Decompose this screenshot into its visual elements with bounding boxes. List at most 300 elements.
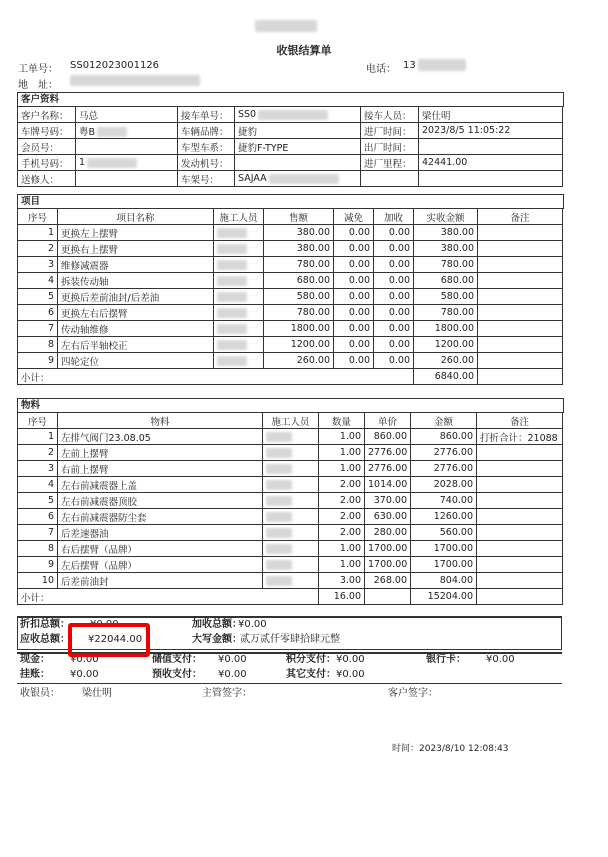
items-cell [478,289,563,305]
customer-field-label [361,107,419,123]
customer-cell-text: 捷豹F-TYPE [238,142,289,154]
redacted-value [87,158,137,168]
materials-cell: 2.00 [319,509,365,525]
customer-cell-text: 进厂时间： [364,126,412,138]
materials-cell: 后差速器油 [58,525,263,541]
bank-card-value: ¥0.00 [486,654,515,665]
customer-cell-text: 发动机号： [181,158,229,170]
customer-cell-text: 车型车系： [181,142,229,154]
customer-field-value [419,123,563,139]
cash-label: 现金： [20,654,50,665]
phone-number: 13 [403,60,416,71]
customer-cell-text: 出厂时间： [364,142,412,154]
materials-cell: 860.00 [365,429,411,445]
items-cell [214,273,264,289]
items-cell: 0.00 [334,305,374,321]
items-row [18,305,563,321]
items-column-header: 备注 [478,209,563,225]
materials-cell: 左右前减震器顶胶 [58,493,263,509]
items-row [18,353,563,369]
redacted-worker [217,308,247,318]
materials-cell [263,557,319,573]
customer-cell-text: 车架号： [181,174,220,186]
materials-column-header: 数量 [319,413,365,429]
redacted-worker [217,340,247,350]
materials-cell: 2 [18,445,58,461]
items-cell: 0.00 [334,289,374,305]
cashier-value: 梁仕明 [82,688,112,699]
materials-cell: 5 [18,493,58,509]
materials-cell: 2.00 [319,525,365,541]
print-time: 时间：2023/8/10 12:08:43 [392,744,509,754]
redacted-worker [266,496,292,506]
customer-field-label [18,139,76,155]
customer-cell-text: 进厂里程： [364,158,412,170]
uppercase-label: 大写金额： [192,634,242,645]
materials-cell [263,525,319,541]
items-cell: 380.00 [414,225,478,241]
materials-column-header: 序号 [18,413,58,429]
materials-cell: 左前上摆臂 [58,445,263,461]
items-cell: 1800.00 [264,321,334,337]
customer-cell-text: SAJAA [238,173,267,184]
customer-field-label [361,123,419,139]
items-cell: 1200.00 [264,337,334,353]
materials-header-row [18,413,563,429]
items-cell: 580.00 [264,289,334,305]
surcharge-label: 加收总额： [192,619,242,630]
items-cell: 1800.00 [414,321,478,337]
items-cell: 2 [18,241,58,257]
customer-cell-text: 接车单号： [181,110,229,122]
items-row [18,337,563,353]
materials-subtotal-label: 小计： [18,589,319,605]
materials-cell: 左右前减震器上盖 [58,477,263,493]
customer-cell-text: 1 [79,157,86,168]
materials-cell: 右前上摆臂 [58,461,263,477]
customer-cell-text: 手机号码： [21,158,69,170]
materials-cell: 后差前油封 [58,573,263,589]
materials-row [18,525,563,541]
items-cell: 780.00 [264,257,334,273]
customer-field-label [361,139,419,155]
items-cell [214,305,264,321]
materials-cell: 9 [18,557,58,573]
customer-cell-text: 2023/8/5 11:05:22 [422,125,511,136]
items-cell: 0.00 [374,241,414,257]
materials-cell: 2.00 [319,477,365,493]
materials-cell: 2.00 [319,493,365,509]
customer-cell-text: 42441.00 [422,157,468,168]
points-label: 积分支付： [286,654,336,665]
items-cell: 四轮定位 [58,353,214,369]
items-cell: 0.00 [374,321,414,337]
materials-cell: 3.00 [319,573,365,589]
materials-cell: 268.00 [365,573,411,589]
customer-cell-text: SS0 [238,109,257,120]
stored-label: 储值支付： [152,654,202,665]
items-cell: 1 [18,225,58,241]
items-cell [478,321,563,337]
items-table [17,208,563,385]
materials-cell [477,493,563,509]
materials-cell: 1.00 [319,445,365,461]
customer-field-value [76,171,178,187]
customer-cell-text: 送修人： [21,174,60,186]
items-column-header: 序号 [18,209,58,225]
items-cell [214,241,264,257]
materials-column-header: 金额 [411,413,477,429]
redacted-worker [266,512,292,522]
customer-field-label [18,107,76,123]
items-cell: 5 [18,289,58,305]
materials-cell: 左后摆臂（品牌） [58,557,263,573]
redacted-value [258,110,328,120]
customer-field-label [18,155,76,171]
materials-cell: 804.00 [411,573,477,589]
items-column-header: 实收金额 [414,209,478,225]
materials-subtotal-value: 15204.00 [411,589,477,605]
redacted-value [97,127,127,137]
materials-cell [263,477,319,493]
materials-subtotal-price [365,589,411,605]
items-column-header: 售额 [264,209,334,225]
page-title: 收银结算单 [276,44,332,57]
redacted-worker [266,576,292,586]
materials-cell: 1700.00 [365,557,411,573]
materials-cell: 左排气阀门23.08.05 [58,429,263,445]
customer-row [18,107,563,123]
items-row [18,321,563,337]
materials-section-title: 物料 [17,398,564,413]
receivable-value: ¥22044.00 [88,634,143,645]
materials-table [17,412,563,605]
items-cell: 0.00 [334,257,374,273]
materials-column-header: 物料 [58,413,263,429]
materials-column-header: 单价 [365,413,411,429]
items-cell: 1200.00 [414,337,478,353]
items-cell [478,241,563,257]
materials-cell: 6 [18,509,58,525]
redacted-worker [266,464,292,474]
materials-row [18,573,563,589]
redacted-value [269,174,339,184]
other-label: 其它支付： [286,669,336,680]
order-number: SS012023001126 [70,60,160,71]
redacted-worker [266,448,292,458]
customer-field-value [76,139,178,155]
items-row [18,241,563,257]
customer-row [18,155,563,171]
items-cell: 680.00 [414,273,478,289]
materials-cell: 630.00 [365,509,411,525]
materials-cell: 1700.00 [411,541,477,557]
uppercase-value: 贰万贰仟零肆拾肆元整 [240,634,340,645]
customer-field-label [361,155,419,171]
customer-field-value [419,107,563,123]
items-cell: 0.00 [374,257,414,273]
items-cell [478,305,563,321]
items-cell: 4 [18,273,58,289]
items-cell: 580.00 [414,289,478,305]
customer-cell-text: 接车人员： [364,110,412,122]
customer-field-value [235,123,361,139]
items-cell: 0.00 [334,337,374,353]
customer-field-value [235,107,361,123]
materials-cell: 2028.00 [411,477,477,493]
items-column-header: 减免 [334,209,374,225]
redacted-worker [266,528,292,538]
materials-column-header: 备注 [477,413,563,429]
customer-table [17,106,563,187]
materials-cell [477,573,563,589]
materials-row [18,509,563,525]
customer-field-label [361,171,419,187]
redacted-company-name [255,20,317,32]
customer-field-value [235,139,361,155]
materials-row [18,557,563,573]
surcharge-value: ¥0.00 [238,619,267,630]
items-cell: 9 [18,353,58,369]
prepaid-label: 预收支付： [152,669,202,680]
manager-signature-label: 主管签字： [202,688,252,699]
items-cell: 780.00 [264,305,334,321]
materials-cell: 打折合计：21088 [477,429,563,445]
items-cell: 0.00 [334,353,374,369]
materials-cell: 3 [18,461,58,477]
items-cell: 0.00 [334,241,374,257]
materials-cell [263,461,319,477]
items-cell [214,353,264,369]
items-cell: 维修减震器 [58,257,214,273]
materials-cell: 8 [18,541,58,557]
materials-cell [477,445,563,461]
materials-cell: 1.00 [319,429,365,445]
other-value: ¥0.00 [336,669,365,680]
items-subtotal-value: 6840.00 [414,369,478,385]
materials-cell: 2776.00 [411,445,477,461]
items-column-header: 加收 [374,209,414,225]
customer-field-value [235,171,361,187]
materials-cell: 1260.00 [411,509,477,525]
materials-cell [263,445,319,461]
customer-cell-text: 车牌号码： [21,126,69,138]
cash-value: ¥0.00 [70,654,99,665]
phone-label: 电话： [366,64,396,75]
items-subtotal-row [18,369,563,385]
items-section-title: 项目 [17,194,564,209]
materials-cell: 1 [18,429,58,445]
materials-cell: 1.00 [319,461,365,477]
materials-column-header: 施工人员 [263,413,319,429]
customer-field-label [178,139,235,155]
items-cell: 780.00 [414,257,478,273]
redacted-phone [418,59,466,71]
items-cell [214,257,264,273]
items-cell [478,225,563,241]
items-cell [214,337,264,353]
items-row [18,257,563,273]
items-cell: 680.00 [264,273,334,289]
items-cell: 更换后差前油封/后差油 [58,289,214,305]
address-label: 地 址： [18,80,58,91]
customer-field-value [76,107,178,123]
items-cell [214,289,264,305]
customer-cell-text: 车辆品牌： [181,126,229,138]
materials-row [18,461,563,477]
materials-cell: 4 [18,477,58,493]
receivable-label: 应收总额： [20,634,70,645]
redacted-worker [217,244,247,254]
points-value: ¥0.00 [336,654,365,665]
redacted-address [70,75,200,86]
customer-field-value [235,155,361,171]
materials-cell [477,525,563,541]
items-cell [214,321,264,337]
materials-cell: 10 [18,573,58,589]
materials-cell: 280.00 [365,525,411,541]
items-cell: 更换左右后摆臂 [58,305,214,321]
materials-cell: 1700.00 [411,557,477,573]
bank-card-label: 银行卡： [426,654,466,665]
materials-cell: 560.00 [411,525,477,541]
items-subtotal-label: 小计： [18,369,414,385]
materials-cell [477,509,563,525]
items-cell [478,257,563,273]
credit-label: 挂账： [20,669,50,680]
items-cell: 0.00 [334,321,374,337]
items-cell: 6 [18,305,58,321]
customer-field-label [18,171,76,187]
items-cell [214,225,264,241]
materials-subtotal-row [18,589,563,605]
materials-cell: 1.00 [319,541,365,557]
items-cell: 左右后半轴校正 [58,337,214,353]
items-cell: 8 [18,337,58,353]
materials-cell: 7 [18,525,58,541]
items-cell: 3 [18,257,58,273]
redacted-worker [266,560,292,570]
redacted-worker [217,276,247,286]
items-cell: 0.00 [374,289,414,305]
customer-field-label [178,155,235,171]
prepaid-value: ¥0.00 [218,669,247,680]
items-cell: 更换左上摆臂 [58,225,214,241]
customer-section-title: 客户资料 [17,92,564,107]
items-cell: 0.00 [374,273,414,289]
materials-row [18,477,563,493]
items-cell: 0.00 [374,305,414,321]
materials-cell [263,573,319,589]
redacted-worker [266,432,292,442]
materials-cell: 2776.00 [365,445,411,461]
items-cell: 780.00 [414,305,478,321]
discount-label: 折扣总额： [20,619,70,630]
items-cell [478,273,563,289]
redacted-worker [217,228,247,238]
materials-cell [263,541,319,557]
highlight-box [68,623,150,657]
items-cell: 260.00 [414,353,478,369]
materials-cell [477,557,563,573]
redacted-worker [217,356,247,366]
items-cell: 260.00 [264,353,334,369]
cashier-label: 收银员： [20,688,60,699]
customer-field-label [178,171,235,187]
customer-field-value [76,123,178,139]
redacted-worker [266,480,292,490]
items-cell: 380.00 [264,225,334,241]
materials-cell [263,429,319,445]
items-header-row [18,209,563,225]
customer-field-label [178,123,235,139]
items-cell: 0.00 [334,225,374,241]
materials-subtotal-qty: 16.00 [319,589,365,605]
order-label: 工单号： [18,64,58,75]
redacted-worker [266,544,292,554]
credit-value: ¥0.00 [70,669,99,680]
customer-row [18,139,563,155]
items-column-header: 施工人员 [214,209,264,225]
customer-cell-text: 马总 [79,110,99,122]
customer-row [18,123,563,139]
items-cell: 0.00 [374,337,414,353]
redacted-worker [217,260,247,270]
materials-cell [263,493,319,509]
items-cell: 380.00 [264,241,334,257]
items-cell: 更换右上摆臂 [58,241,214,257]
customer-cell-text: 会员号： [21,142,60,154]
customer-cell-text: 梁仕明 [422,110,451,122]
customer-field-label [178,107,235,123]
redacted-worker [217,324,247,334]
materials-subtotal-note [477,589,563,605]
materials-cell [263,509,319,525]
customer-signature-label: 客户签字： [388,688,438,699]
items-cell: 拆装传动轴 [58,273,214,289]
items-row [18,273,563,289]
materials-cell: 370.00 [365,493,411,509]
items-cell: 传动轴维修 [58,321,214,337]
materials-row [18,445,563,461]
customer-field-label [18,123,76,139]
materials-cell: 1700.00 [365,541,411,557]
customer-field-value [419,155,563,171]
materials-cell [477,541,563,557]
items-cell: 0.00 [374,225,414,241]
stored-value: ¥0.00 [218,654,247,665]
items-row [18,289,563,305]
materials-row [18,429,563,445]
customer-cell-text: 客户名称： [21,110,69,122]
items-column-header: 项目名称 [58,209,214,225]
customer-cell-text: 捷豹 [238,126,258,138]
materials-cell: 左右前减震器防尘套 [58,509,263,525]
materials-row [18,493,563,509]
materials-cell: 860.00 [411,429,477,445]
materials-cell: 右后摆臂（品牌） [58,541,263,557]
customer-row [18,171,563,187]
items-cell [478,337,563,353]
redacted-worker [217,292,247,302]
items-row [18,225,563,241]
items-cell: 0.00 [374,353,414,369]
items-cell [478,353,563,369]
customer-field-value [76,155,178,171]
materials-cell [477,461,563,477]
customer-field-value [419,171,563,187]
materials-cell: 1.00 [319,557,365,573]
